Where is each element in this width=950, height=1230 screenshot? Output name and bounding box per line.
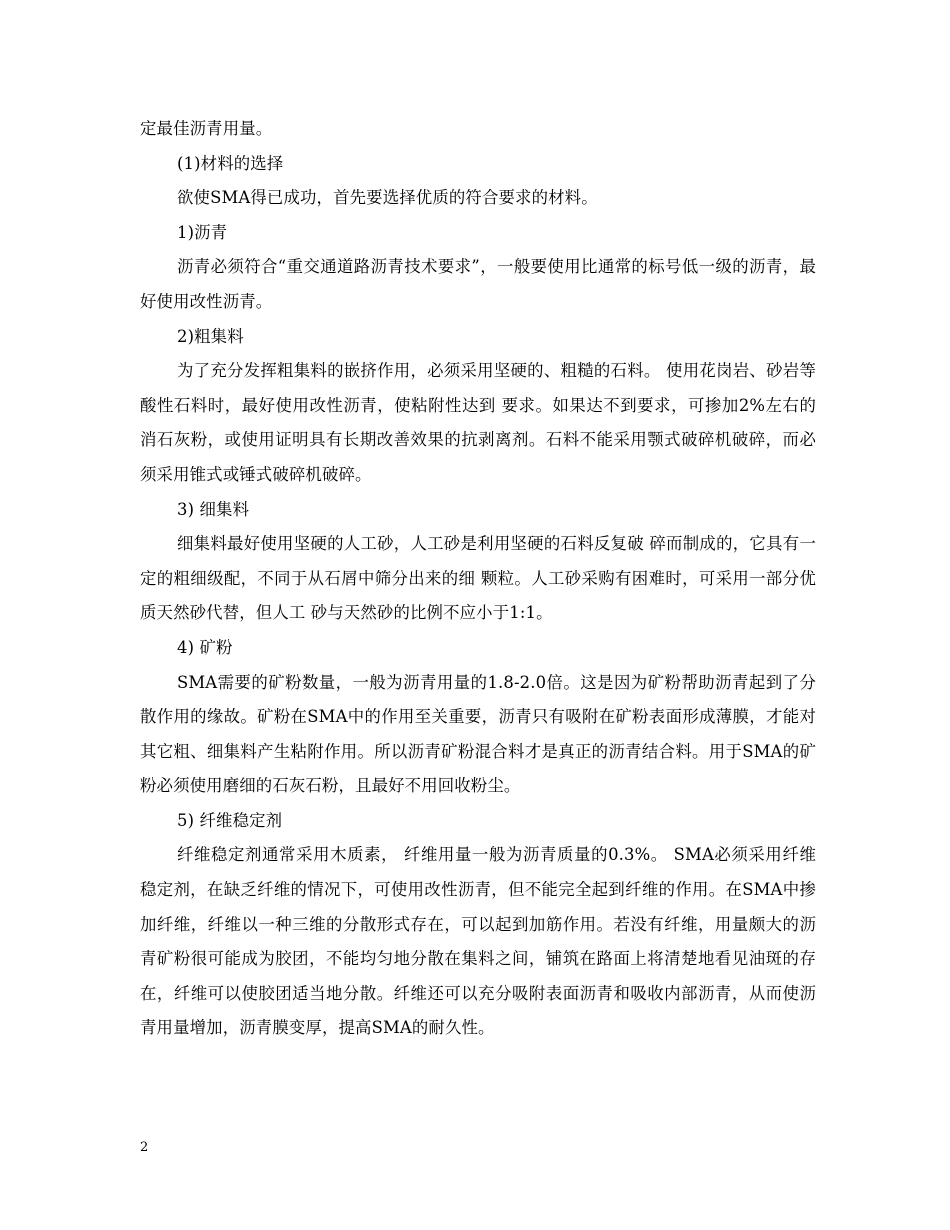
heading-fine-aggregate: 3) 细集料 bbox=[177, 499, 250, 519]
paragraph-11: SMA需要的矿粉数量，一般为沥青用量的1.8-2.0倍。这是因为矿粉帮助沥青起到了分散作用的缘故。矿粉在SMA中的作用至关重要，沥青只有吸附在矿粉表面形成薄膜，才能对其它粗、细集料产生粘附作用。所以沥青矿粉混合料才是真正的沥青结合料。用于SMA的矿粉必须使用磨细的石灰石粉，且最好不用回收粉尘。 bbox=[140, 672, 816, 796]
paragraph-3: 欲使SMA得已成功，首先要选择优质的符合要求的材料。 bbox=[177, 188, 598, 208]
heading-materials-selection: (1)材料的选择 bbox=[177, 153, 284, 173]
paragraph-5: 沥青必须符合“重交通道路沥青技术要求”，一般要使用比通常的标号低一级的沥青，最好使用改性沥青。 bbox=[140, 257, 816, 311]
paragraph-13: 纤维稳定剂通常采用木质素， 纤维用量一般为沥青质量的0.3%。 SMA必须采用纤维稳定剂，在缺乏纤维的情况下，可使用改性沥青，但不能完全起到纤维的作用。在SMA中掺加纤维，纤维以一种三维的分散形式存在，可以起到加筋作用。若没有纤维，用量颇大的沥青矿粉很可能成为胶团，不能均匀地分散在集料之间，铺筑在路面上将清楚地看见油斑的存在，纤维可以使胶团适当地分散。纤维还可以充分吸附表面沥青和吸收内部沥青，从而使沥青用量增加，沥青膜变厚，提高SMA的耐久性。 bbox=[140, 845, 816, 1038]
paragraph-7: 为了充分发挥粗集料的嵌挤作用，必须采用坚硬的、粗糙的石料。 使用花岗岩、砂岩等酸性石料时，最好使用改性沥青，使粘附性达到 要求。如果达不到要求，可掺加2%左右的消石灰粉，或使用证明具有长期改善效果的抗剥离剂。石料不能采用颚式破碎机破碎，而必须采用锥式或锤式破碎机破碎。 bbox=[140, 361, 816, 484]
paragraph-9: 细集料最好使用坚硬的人工砂，人工砂是利用坚硬的石料反复破 碎而制成的，它具有一定的粗细级配，不同于从石屑中筛分出来的细 颗粒。人工砂采购有困难时，可采用一部分优质天然砂代替，但人工 砂与天然砂的比例不应小于1:1。 bbox=[140, 534, 816, 623]
heading-asphalt: 1)沥青 bbox=[177, 222, 228, 242]
paragraph-1: 定最佳沥青用量。 bbox=[140, 119, 273, 138]
heading-coarse-aggregate: 2)粗集料 bbox=[177, 326, 244, 346]
heading-mineral-powder: 4) 矿粉 bbox=[177, 637, 233, 657]
page-number: 2 bbox=[140, 1140, 149, 1155]
heading-fiber-stabilizer: 5) 纤维稳定剂 bbox=[177, 810, 283, 830]
document-body bbox=[140, 112, 816, 1046]
